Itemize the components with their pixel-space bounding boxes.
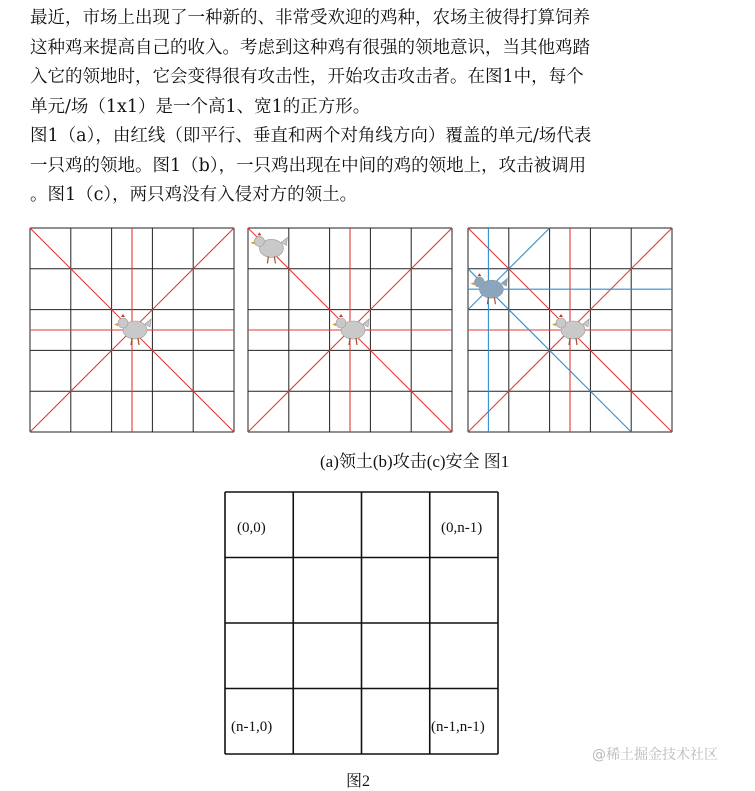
watermark: @稀土掘金技术社区 (592, 747, 718, 763)
paragraph-line: 入它的领地时，它会变得很有攻击性，开始攻击攻击者。在图1中，每个 (30, 67, 584, 87)
paragraph-line: 这种鸡来提高自己的收入。考虑到这种鸡有很强的领地意识，当其他鸡踏 (30, 37, 590, 58)
cell-label-bottom-right: (n-1,n-1) (431, 719, 485, 735)
cell-label-top-left: (0,0) (237, 520, 266, 536)
paragraph-line: 图1（a），由红线（即平行、垂直和两个对角线方向）覆盖的单元/场代表 (30, 126, 592, 146)
cell-label-top-right: (0,n-1) (441, 520, 483, 536)
paragraph-line: 最近，市场上出现了一种新的、非常受欢迎的鸡种，农场主彼得打算饲养 (30, 8, 590, 28)
paragraph-line: 。图1（c），两只鸡没有入侵对方的领土。 (30, 185, 358, 205)
paragraph-line: 单元/场（1x1）是一个高1、宽1的正方形。 (30, 96, 371, 117)
figure-1-caption: (a)领土(b)攻击(c)安全 图1 (320, 452, 510, 471)
cell-label-bottom-left: (n-1,0) (231, 719, 273, 735)
figure-2-caption: 图2 (346, 773, 371, 790)
paragraph-line: 一只鸡的领地。图1（b），一只鸡出现在中间的鸡的领地上，攻击被调用 (30, 155, 587, 176)
